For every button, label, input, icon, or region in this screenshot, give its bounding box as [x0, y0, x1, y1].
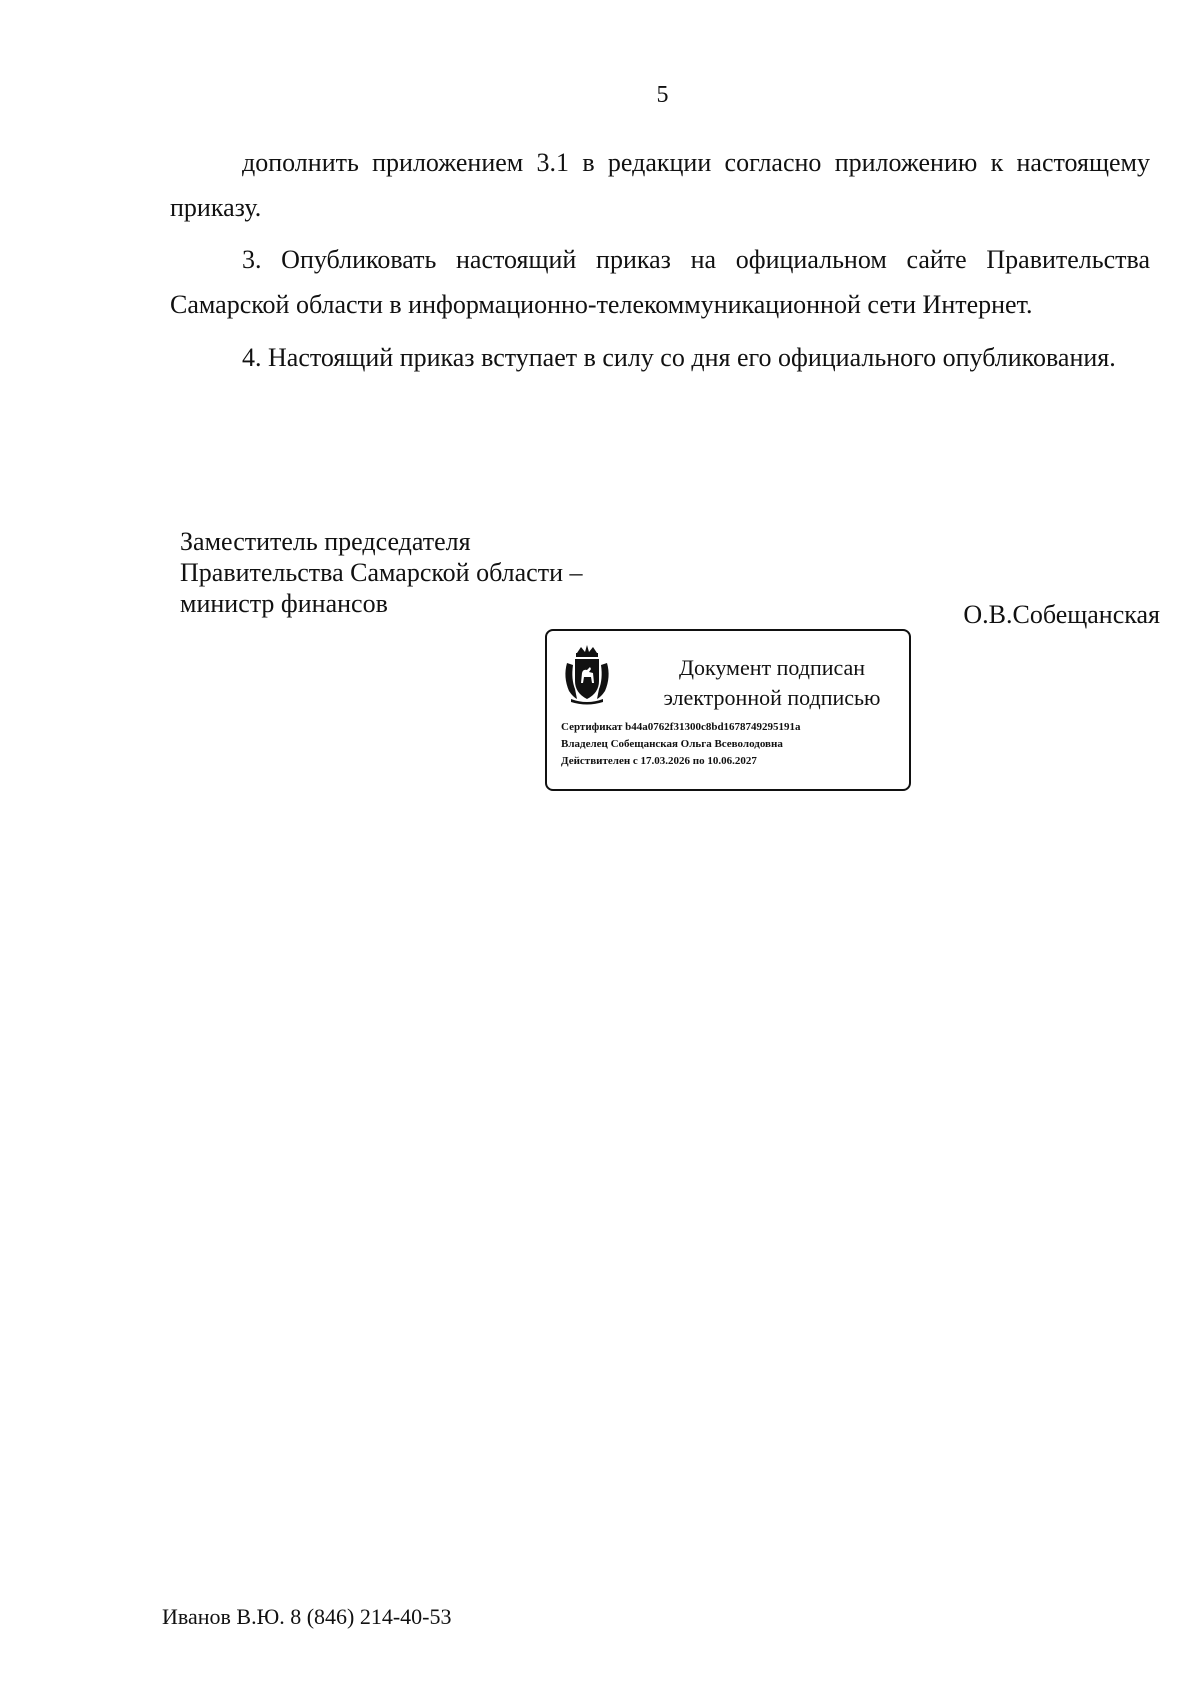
paragraph-publish — [170, 237, 1150, 327]
signer-name: О.В.Собещанская — [963, 600, 1160, 629]
paragraph-text: дополнить приложением 3.1 в редакции согласно приложению к настоящему приказу. — [170, 148, 1150, 222]
paragraph-text: 3. Опубликовать настоящий приказ на официальном сайте Правительства Самарской области в информационно-телекоммуникационной сети Интернет. — [170, 245, 1150, 319]
stamp-validity: Действителен с 17.03.2026 по 10.06.2027 — [561, 755, 757, 767]
page-number: 5 — [656, 82, 669, 108]
paragraph-effective-date — [170, 335, 1150, 380]
stamp-certificate: Сертификат b44a0762f31300c8bd1678749295191a — [561, 721, 801, 733]
signer-title — [180, 526, 583, 619]
signer-title-line: Правительства Самарской области – — [180, 558, 583, 587]
stamp-title-line: электронной подписью — [663, 685, 881, 710]
stamp-title-line: Документ подписан — [678, 655, 866, 680]
footer-contact: Иванов В.Ю. 8 (846) 214-40-53 — [162, 1604, 452, 1629]
paragraph-text: 4. Настоящий приказ вступает в силу со дня его официального опубликования. — [242, 343, 1116, 372]
signer-title-line: Заместитель председателя — [180, 527, 471, 556]
signer-title-line: министр финансов — [180, 589, 388, 618]
samara-coat-of-arms-icon — [563, 643, 611, 705]
electronic-signature-stamp — [545, 629, 911, 791]
stamp-title — [642, 653, 902, 713]
stamp-owner: Владелец Собещанская Ольга Всеволодовна — [561, 738, 783, 750]
stamp-details — [561, 719, 801, 770]
paragraph-append-annex — [170, 140, 1150, 230]
